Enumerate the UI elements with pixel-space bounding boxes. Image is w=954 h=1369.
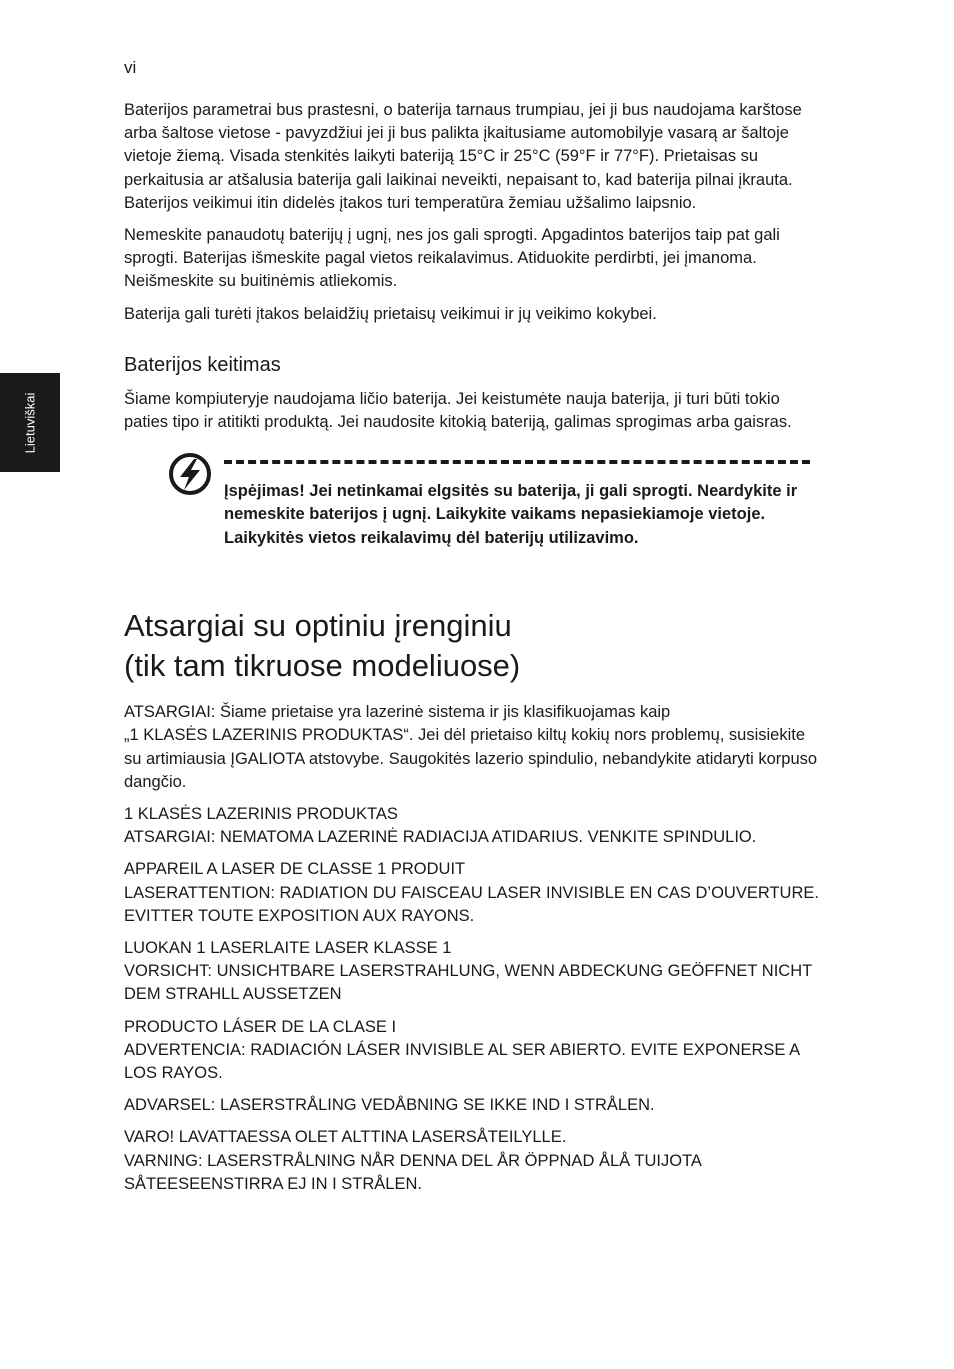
warning-box	[124, 452, 824, 568]
optical-section-title	[124, 606, 824, 686]
warning-dashed-rule	[224, 460, 810, 464]
warning-text: Įspėjimas! Jei netinkamai elgsitės su baterija, ji gali sprogti. Neardykite ir nemeskite baterijos į ugnį. Laikykite vaikams nepasiekiamoje vietoje. Laikykitės vietos reikalavimų dėl baterijų utilizavimo.	[224, 482, 798, 547]
optical-intro	[124, 701, 824, 794]
laser-warning-line: 1 KLASĖS LAZERINIS PRODUKTAS	[124, 805, 398, 824]
laser-warning-line: VORSICHT: UNSICHTBARE LASERSTRAHLUNG, WENN ABDECKUNG GEÖFFNET NICHT DEM STRAHLL AUSSETZEN	[124, 962, 812, 1004]
optical-title-line-2: (tik tam tikruose modeliuose)	[124, 648, 521, 684]
laser-warning-line: LUOKAN 1 LASERLAITE LASER KLASSE 1	[124, 939, 452, 958]
laser-warnings	[124, 803, 824, 1196]
battery-paragraph-2: Nemeskite panaudotų baterijų į ugnį, nes jos gali sprogti. Apgadintos baterijos taip pat gali sprogti. Baterijas išmeskite pagal vietos reikalavimus. Atiduokite perdirbti, jei įmanoma. Neišmeskite su buitinėmis atliekomis.	[124, 226, 780, 291]
page-content	[124, 99, 824, 1205]
language-side-tab-label: Lietuviškai	[22, 392, 38, 454]
battery-paragraph-1: Baterijos parametrai bus prastesni, o baterija tarnaus trumpiau, jei ji bus naudojama karštose arba šaltose vietose - pavyzdžiui jei ji bus palikta įkaitusiame automobilyje vasarą ar šaltoje vietoje žiemą. Visada stenkitės laikyti bateriją 15°C ir 25°C (59°F ir 77°F). Prietaisas su perkaitusia ar atšalusia baterija gali laikinai neveikti, nepaisant to, kad baterija pilnai įkrauta. Baterijos veikimui itin didelės įtakos turi temperatūra žemiau užšalimo laipsnio.	[124, 101, 802, 212]
page-number: vi	[124, 58, 137, 77]
laser-warning-line: PRODUCTO LÁSER DE LA CLASE I	[124, 1017, 397, 1036]
laser-warning-line: VARO! LAVATTAESSA OLET ALTTINA LASERSÅTEILYLLE.	[124, 1128, 567, 1147]
battery-replacement-paragraph: Šiame kompiuteryje naudojama ličio baterija. Jei keistumėte nauja baterija, ji turi būti tokio paties tipo ir atitikti produktą. Jei naudosite kitokią bateriją, galimas sprogimas arba gaisras.	[124, 389, 792, 432]
laser-warning-block	[124, 1126, 824, 1196]
laser-warning-block	[124, 1016, 824, 1086]
laser-warning-line: VARNING: LASERSTRÅLNING NÅR DENNA DEL ÅR ÖPPNAD ÅLÅ TUIJOTA SÅTEESEENSTIRRA EJ IN I STRÅLEN.	[124, 1151, 702, 1193]
laser-warning-line: ADVARSEL: LASERSTRÅLING VEDÅBNING SE IKKE IND I STRÅLEN.	[124, 1096, 655, 1115]
laser-warning-block	[124, 937, 824, 1007]
laser-warning-block	[124, 858, 824, 928]
language-side-tab	[0, 373, 60, 472]
battery-paragraph-3: Baterija gali turėti įtakos belaidžių prietaisų veikimui ir jų veikimo kokybei.	[124, 304, 657, 323]
lightning-warning-icon	[168, 452, 212, 496]
optical-intro-line-1: ATSARGIAI: Šiame prietaise yra lazerinė sistema ir jis klasifikuojamas kaip	[124, 703, 671, 722]
laser-warning-line: LASERATTENTION: RADIATION DU FAISCEAU LASER INVISIBLE EN CAS D’OUVERTURE. EVITTER TOUTE EXPOSITION AUX RAYONS.	[124, 883, 819, 925]
optical-title-line-1: Atsargiai su optiniu įrenginiu	[124, 608, 512, 644]
laser-warning-line: ATSARGIAI: NEMATOMA LAZERINĖ RADIACIJA ATIDARIUS. VENKITE SPINDULIO.	[124, 828, 757, 847]
optical-intro-line-2: „1 KLASĖS LAZERINIS PRODUKTAS“. Jei dėl prietaiso kiltų kokių nors problemų, susisiekite su artimiausia ĮGALIOTA atstovybe. Saugokitės lazerio spindulio, nebandykite atidaryti korpuso dangčio.	[124, 726, 818, 791]
laser-warning-block	[124, 803, 824, 849]
laser-warning-line: ADVERTENCIA: RADIACIÓN LÁSER INVISIBLE AL SER ABIERTO. EVITE EXPONERSE A LOS RAYOS.	[124, 1040, 800, 1083]
battery-replacement-heading: Baterijos keitimas	[124, 353, 281, 376]
laser-warning-line: APPAREIL A LASER DE CLASSE 1 PRODUIT	[124, 860, 466, 879]
laser-warning-block	[124, 1094, 824, 1117]
